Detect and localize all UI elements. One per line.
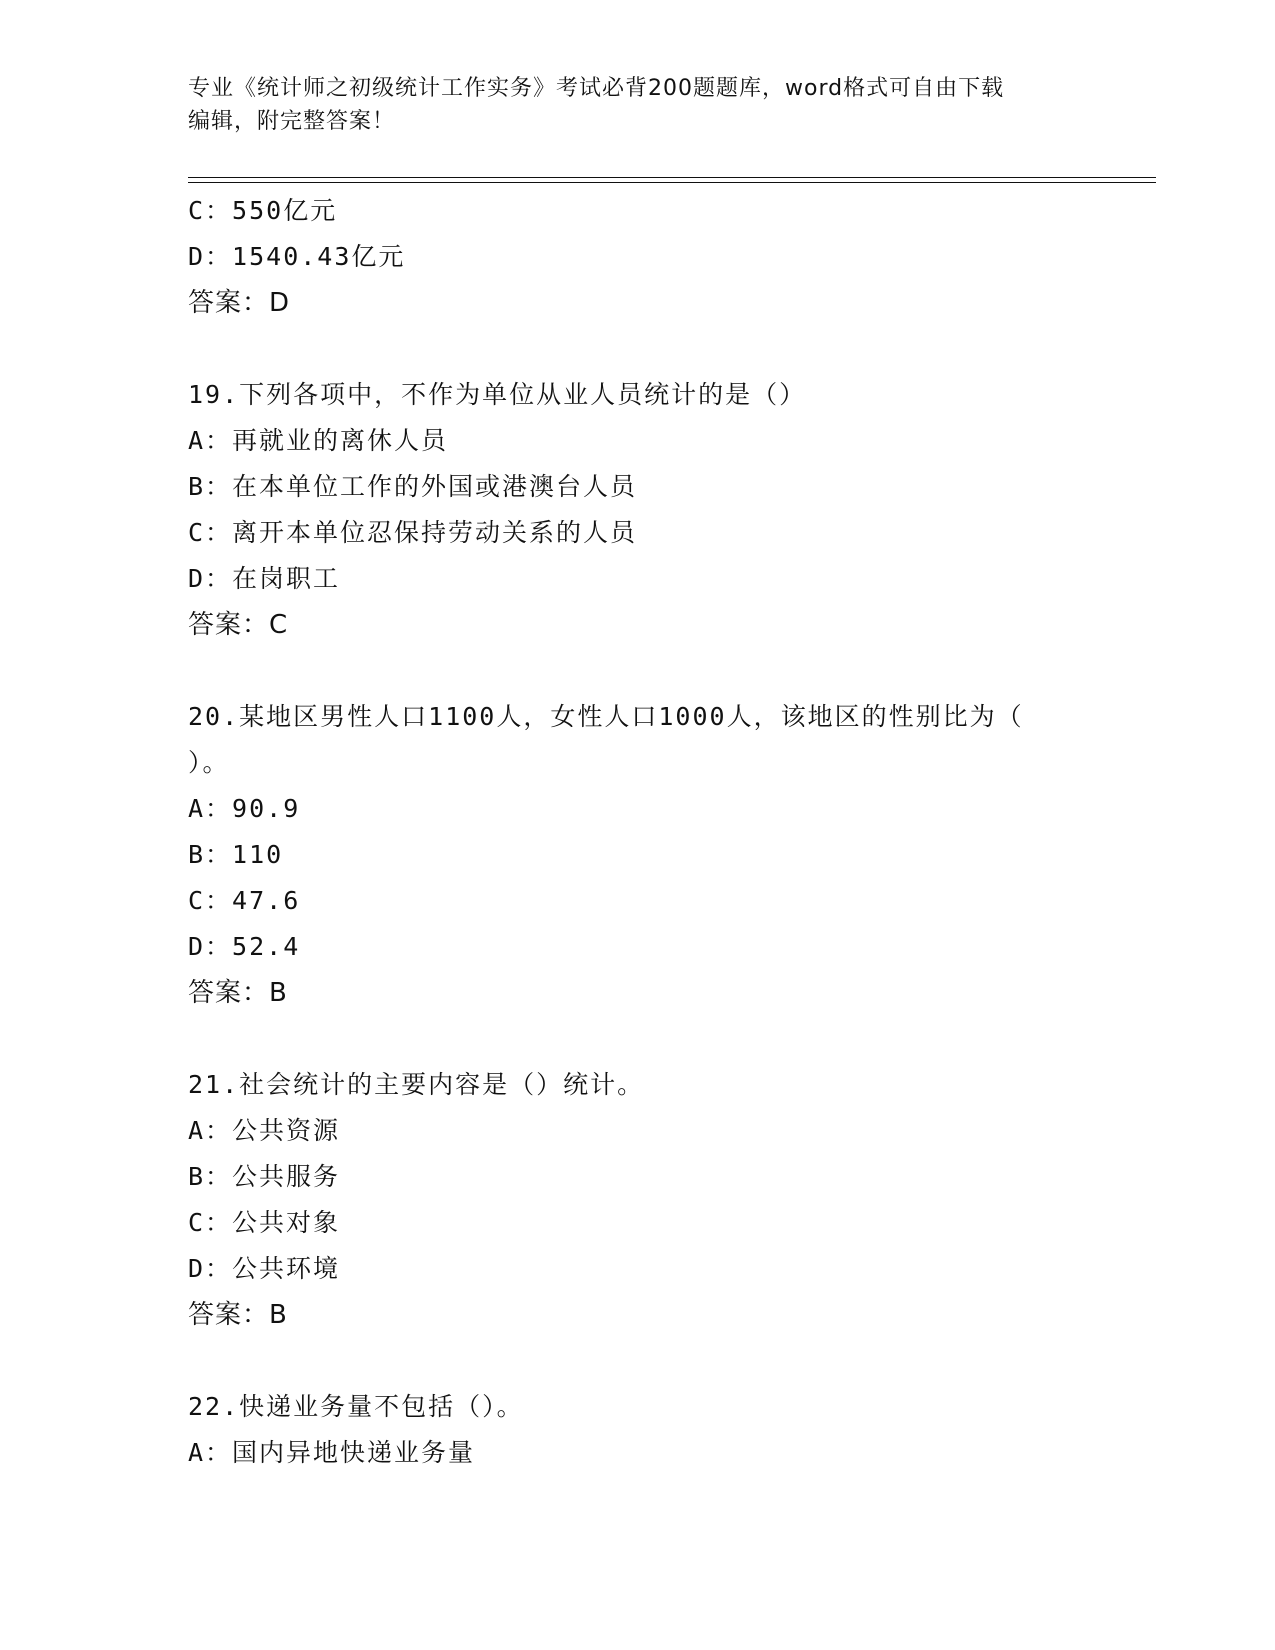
document-header	[188, 72, 1088, 138]
header-line-1: 专业《统计师之初级统计工作实务》考试必背200题题库，word格式可自由下载	[188, 76, 1005, 101]
answer-line: 答案：B	[188, 1300, 288, 1330]
block-spacer	[188, 1016, 1088, 1062]
option-a: A：再就业的离休人员	[188, 426, 449, 455]
option-d: D：52.4	[188, 932, 301, 961]
option-d: D：公共环境	[188, 1254, 341, 1283]
option-c: C：离开本单位忍保持劳动关系的人员	[188, 518, 638, 547]
question-block-21	[188, 1062, 1088, 1338]
option-d: D：1540.43亿元	[188, 242, 406, 271]
question-text: 21.社会统计的主要内容是（）统计。	[188, 1070, 645, 1099]
option-a: A：国内异地快递业务量	[188, 1438, 476, 1467]
question-list	[188, 188, 1088, 1476]
header-line-2: 编辑，附完整答案！	[188, 109, 396, 134]
question-block-22	[188, 1384, 1088, 1476]
header-divider-bottom	[188, 182, 1156, 183]
question-text: 19.下列各项中，不作为单位从业人员统计的是（）	[188, 380, 807, 409]
option-c: C：公共对象	[188, 1208, 341, 1237]
block-spacer	[188, 1338, 1088, 1384]
option-b: B：110	[188, 840, 284, 869]
answer-line: 答案：D	[188, 288, 291, 318]
block-spacer	[188, 648, 1088, 694]
header-divider-top	[188, 177, 1156, 178]
question-block-18	[188, 188, 1088, 326]
answer-line: 答案：B	[188, 978, 288, 1008]
option-d: D：在岗职工	[188, 564, 341, 593]
option-c: C：550亿元	[188, 196, 338, 225]
question-block-20	[188, 694, 1088, 1016]
question-text: 20.某地区男性人口1100人，女性人口1000人，该地区的性别比为（	[188, 702, 1024, 731]
option-b: B：在本单位工作的外国或港澳台人员	[188, 472, 638, 501]
question-block-19	[188, 372, 1088, 648]
option-b: B：公共服务	[188, 1162, 341, 1191]
answer-line: 答案：C	[188, 610, 289, 640]
question-text: 22.快递业务量不包括（）。	[188, 1392, 524, 1421]
option-a: A：90.9	[188, 794, 301, 823]
option-c: C：47.6	[188, 886, 301, 915]
question-text-continued: ）。	[188, 748, 230, 777]
option-a: A：公共资源	[188, 1116, 341, 1145]
block-spacer	[188, 326, 1088, 372]
